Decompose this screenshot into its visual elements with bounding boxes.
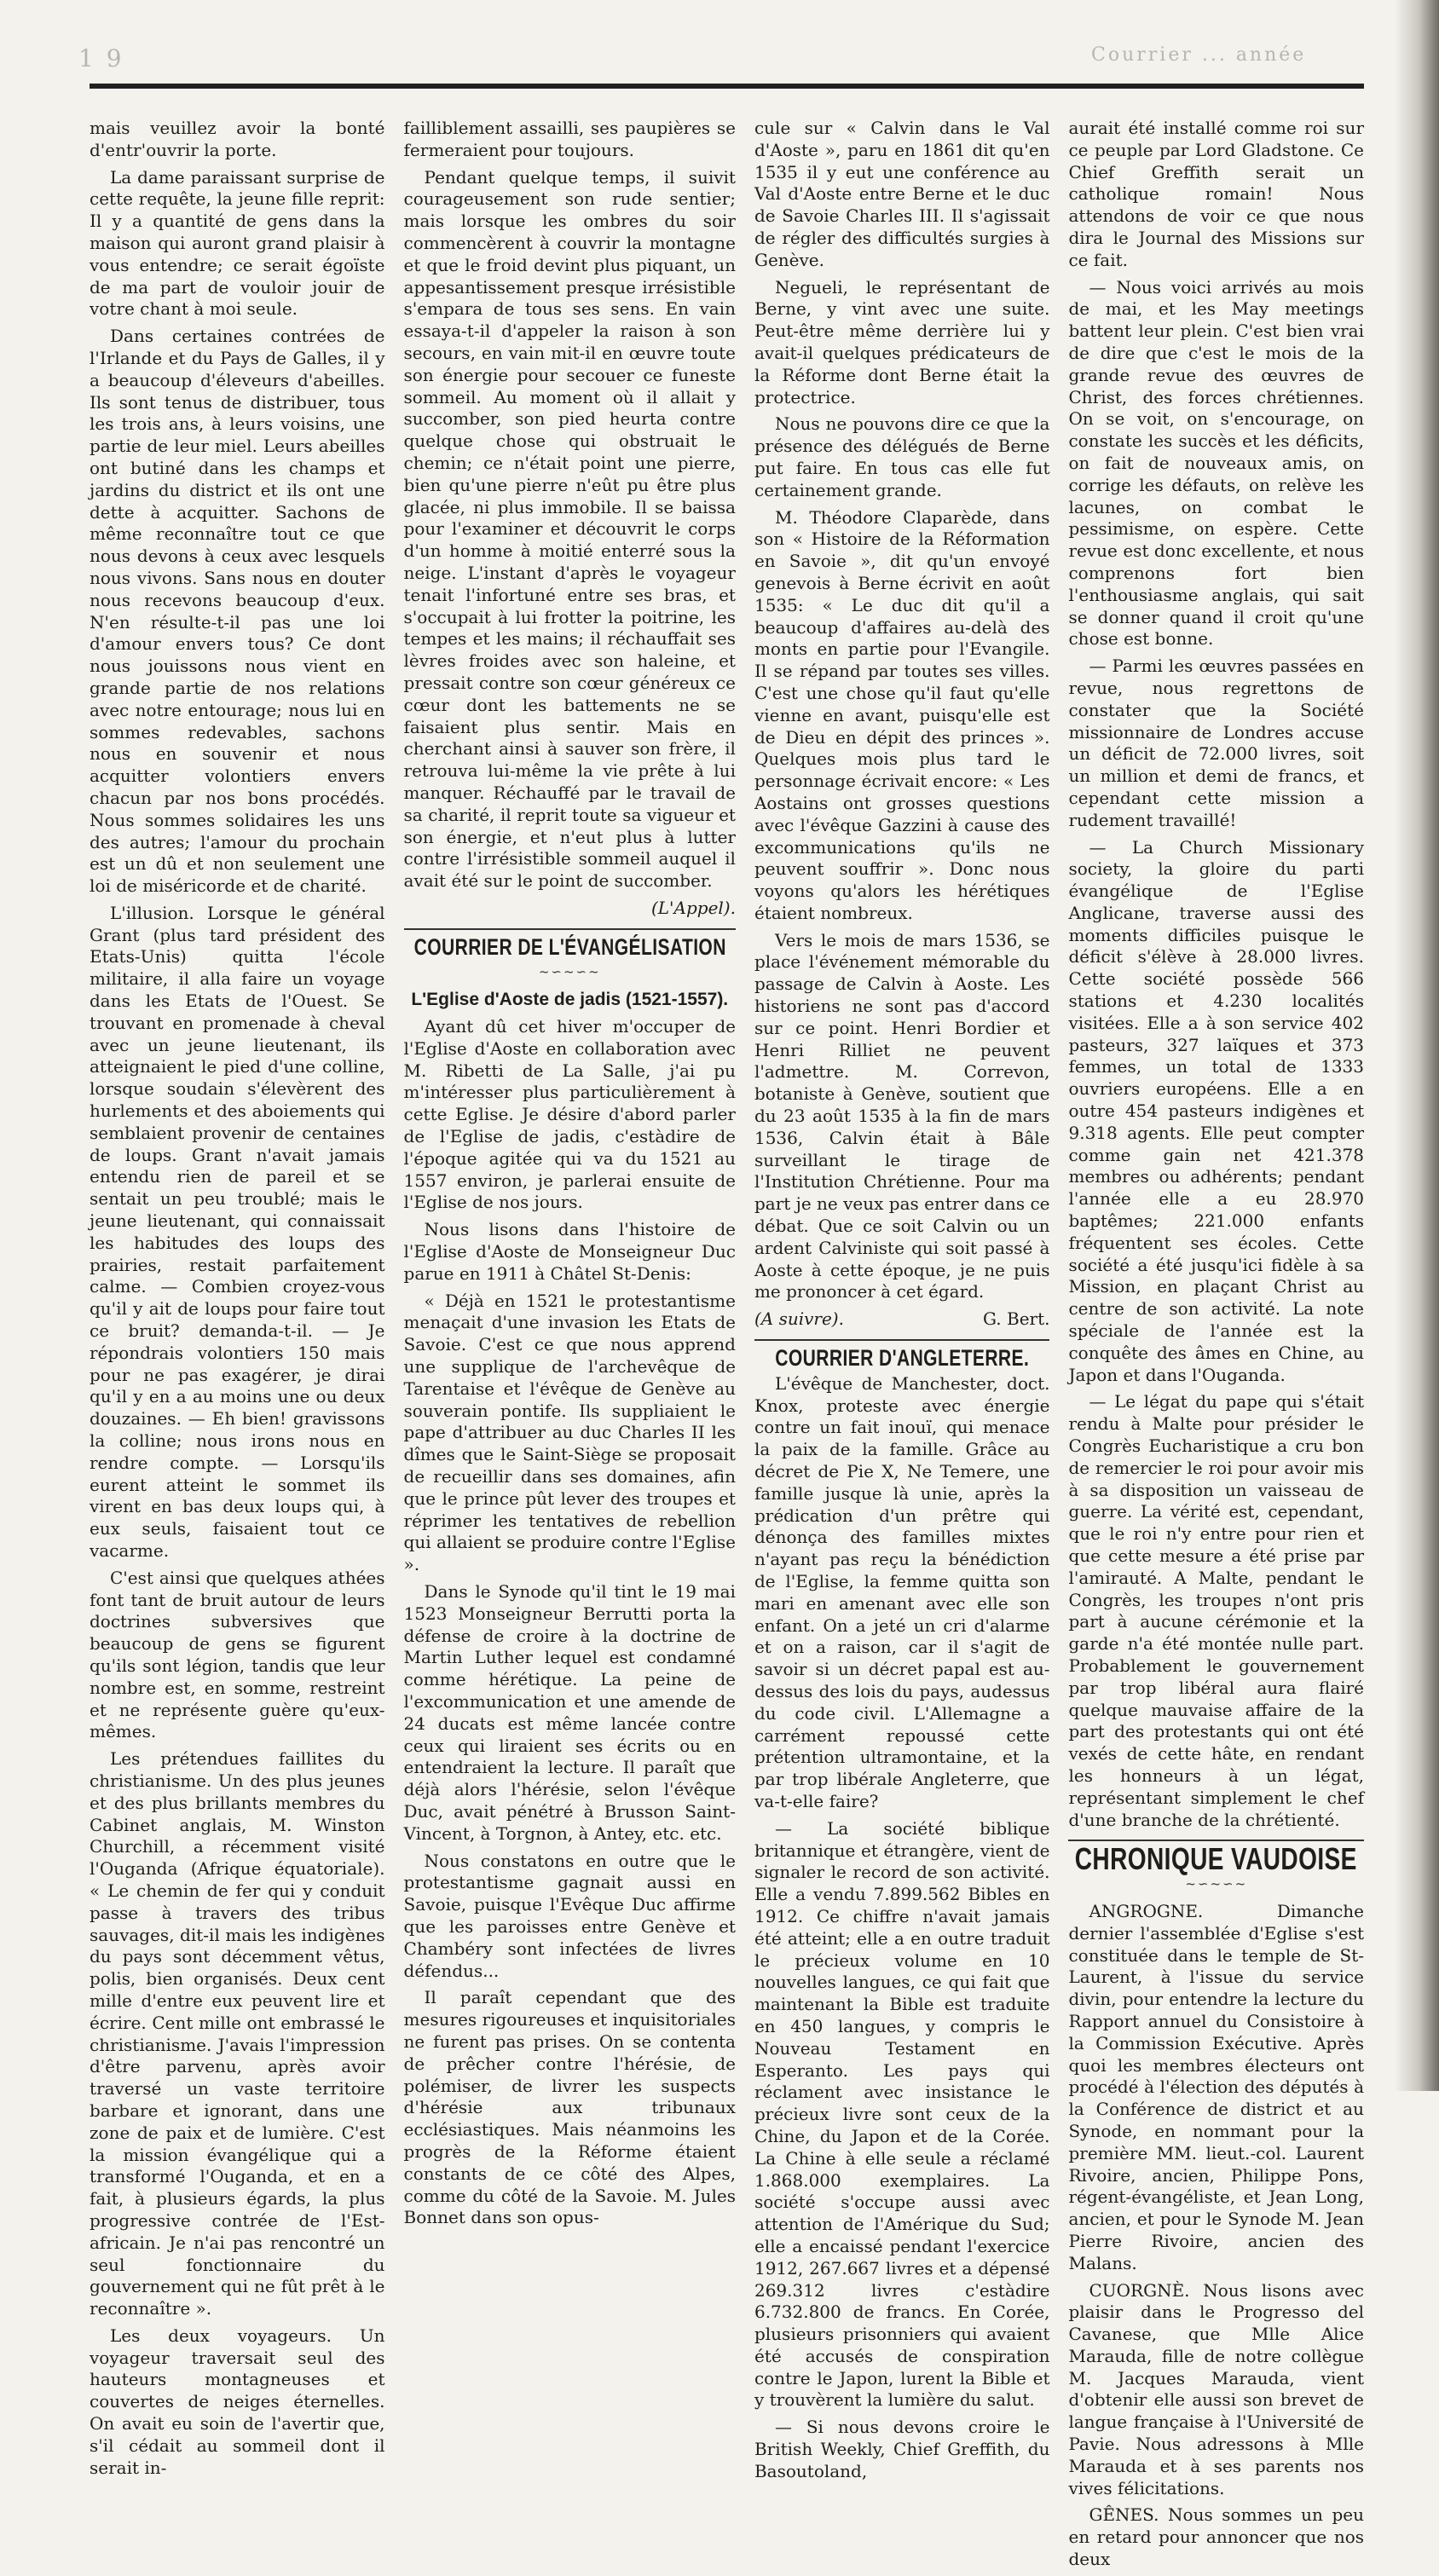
column-3	[754, 118, 1050, 2576]
paragraph: L'illusion. Lorsque le général Grant (plus tard président des Etats-Unis) quitta l'école militaire, il alla faire un voyage dans les Etats de l'Ouest. Se trouvant en promenade à cheval avec un jeune lieutenant, ils atteignaient le pied d'une colline, lorsque soudain s'élevèrent des hurlements et des aboiements qui semblaient provenir de centaines de loups. Grant n'avait jamais entendu rien de pareil et se sentait un peu troublé; mais le jeune lieutenant, qui connaissait les habitudes des loups des prairies, restait parfaitement calme. — Combien croyez-vous qu'il y ait de loups pour faire tout ce bruit? demanda-t-il. — Je répondrais volontiers 150 mais pour ne pas exagérer, je dirai qu'il y en a au moins une ou deux douzaines. — Eh bien! gravissons la colline; nous irons nous en rendre compte. — Lorsqu'ils eurent atteint le sommet ils virent en bas deux loups qui, à eux seuls, faisaient tout ce vacarme.	[90, 902, 385, 1561]
header-rule	[90, 84, 1364, 89]
paragraph: Dans le Synode qu'il tint le 19 mai 1523 Monseigneur Berrutti porta la défense de croire à la doctrine de Martin Luther lequel est condamné comme hérétique. La peine de l'excommunication et une amende de 24 ducats est même lancée contre ceux qui liraient ses écrits ou en entendraient la lecture. Il paraît que déjà alors l'hérésie, selon l'évêque Duc, avait pénétré à Brusson Saint-Vincent, à Torgnon, à Antey, etc. etc.	[403, 1581, 736, 1844]
section-divider	[404, 928, 736, 930]
ornament-divider: ~∽~∽~	[538, 964, 601, 980]
paragraph: cule sur « Calvin dans le Val d'Aoste », paru en 1861 dit qu'en 1535 il y eut une conférence au Val d'Aoste entre Berne et le duc de Savoie Charles III. Il s'agissait de régler des difficultés surgies à Genève.	[754, 118, 1050, 270]
paragraph: Vers le mois de mars 1536, se place l'événement mémorable du passage de Calvin à Aoste. Les historiens ne sont pas d'accord sur ce point. Henri Bordier et Henri Rilliet ne peuvent l'admettre. M. Correvon, botaniste à Genève, soutient que du 23 août 1535 à la fin de mars 1536, Calvin était à Bâle surveillant le tirage de l'Institution Chrétienne. Pour ma part je ne veux pas entrer dans ce débat. Que ce soit Calvin ou un ardent Calviniste qui soit passé à Aoste à cette époque, je ne puis me prononcer à cet égard.	[754, 929, 1050, 1302]
paragraph: Les prétendues faillites du christianisme. Un des plus jeunes et des plus brillants membres du Cabinet anglais, M. Winston Churchill, a récemment visité l'Ouganda (Afrique équatoriale). « Le chemin de fer qui y conduit passe à travers des tribus sauvages, dit-il mais les indigènes du pays sont décemment vêtus, polis, bien organisés. Deux cent mille d'entre eux peuvent lire et écrire. Cent mille ont embrassé le christianisme. J'avais l'impression d'être parvenu, après avoir traversé un vaste territoire barbare et ignorant, dans une zone de paix et de lumière. C'est la mission évangélique qui a transformé l'Ouganda, et en a fait, à plusieurs égards, la plus progressive contrée de l'Est-africain. Je n'ai pas rencontré un seul fonctionnaire du gouvernement qui ne fût prêt à le reconnaître ».	[90, 1748, 385, 2319]
paragraph: Nous constatons en outre que le protestantisme gagnait aussi en Savoie, puisque l'Evêque Duc affirme que les paroisses entre Genève et Chambéry sont infectées de livres défendus...	[403, 1850, 736, 1981]
paragraph: failliblement assailli, ses paupières se fermeraient pour toujours.	[403, 118, 736, 160]
paragraph: Pendant quelque temps, il suivit courageusement son rude sentier; mais lorsque les ombres du soir commencèrent à couvrir la montagne et que le froid devint plus piquant, un appesantissement presque irrésistible s'empara de tous ses sens. En vain essaya-t-il d'appeler la raison à son secours, en vain mit-il en œuvre toute son énergie pour secouer ce funeste sommeil. Au moment où il allait y succomber, son pied heurta contre quelque chose qui obstruait le chemin; ce n'était point une pierre, bien qu'une pierre n'eût pu être plus glacée, ni plus immobile. Il se baissa pour l'examiner et découvrit le corps d'un homme à moitié enterré sous la neige. L'instant d'après le voyageur tenait l'infortuné entre ses bras, et s'occupait à lui frotter la poitrine, les tempes et les mains; il réchauffait ses lèvres froides avec son haleine, et pressait contre son cœur généreux ce cœur dont les battements ne se faisaient plus sentir. Mais en cherchant ainsi à sauver son frère, il retrouva lui-même la vie prête à lui manquer. Réchauffé par le travail de sa charité, il reprit toute sa vigueur et son énergie, et n'eut plus à lutter contre l'irrésistible sommeil auquel il avait été sur le point de succomber.	[403, 166, 736, 892]
paragraph: Ayant dû cet hiver m'occuper de l'Eglise d'Aoste en collaboration avec M. Ribetti de La Salle, j'ai pu m'intéresser plus particulièrement à cette Eglise. Je désire d'abord parler de l'Eglise de jadis, c'estàdire de l'époque agitée qui va du 1521 au 1557 environ, je parlerai ensuite de l'Eglise de nos jours.	[403, 1016, 736, 1213]
paragraph: Nous lisons dans l'histoire de l'Eglise d'Aoste de Monseigneur Duc parue en 1911 à Châtel St-Denis:	[403, 1219, 736, 1284]
paragraph: GÊNES. Nous sommes un peu en retard pour annoncer que nos deux	[1068, 2504, 1364, 2570]
paragraph: ANGROGNE. Dimanche dernier l'assemblée d'Eglise s'est constituée dans le temple de St-Laurent, à l'issue du service divin, pour entendre la lecture du Rapport annuel du Consistoire à la Commission Exécutive. Après quoi les membres électeurs ont procédé à l'élection des députés à la Conférence de district et au Synode, en nommant pour la première MM. lieut.-col. Laurent Rivoire, ancien, Philippe Pons, régent-évangéliste, et Jean Long, ancien, et pour le Synode M. Jean Pierre Rivoire, ancien des Malans.	[1068, 1900, 1364, 2273]
paragraph: Dans certaines contrées de l'Irlande et du Pays de Galles, il y a beaucoup d'éleveurs d'abeilles. Ils sont tenus de distribuer, tous les trois ans, à leurs voisins, une partie de leur miel. Leurs abeilles ont butiné dans les champs et jardins du district et ils ont une dette à acquitter. Sachons de même reconnaître tout ce que nous devons à ceux avec lesquels nous vivons. Sans nous en douter nous recevons beaucoup d'eux. N'en résulte-t-il pas une loi d'amour envers tous? Ce dont nous jouissons nous vient en grande partie de nos relations avec notre entourage; nous lui en sommes redevables, sachons nous en souvenir et nous acquitter volontiers envers chacun par nos bons procédés. Nous sommes solidaires les uns des autres; l'amour du prochain est un dû et non seulement une loi de miséricorde et de charité.	[90, 326, 385, 897]
author-signature: G. Bert.	[983, 1308, 1050, 1330]
column-2	[404, 118, 736, 2576]
paragraph: Negueli, le représentant de Berne, y vint avec une suite. Peut-être même derrière lui y avait-il quelques prédicateurs de la Réforme dont Berne était la protectrice.	[754, 276, 1050, 407]
paragraph: L'évêque de Manchester, doct. Knox, proteste avec énergie contre un fait inouï, qui menace la paix de la famille. Grâce au décret de Pie X, Ne Temere, une famille jusque là unie, après la prédication d'un prêtre qui dénonça des familles mixtes n'ayant pas reçu la bénédiction de l'Eglise, la femme quitta son mari en amenant avec elle son enfant. On a jeté un cri d'alarme et on a raison, car il s'agit de savoir si un décret papal est au-dessus des lois du pays, audessus du code civil. L'Allemagne a carrément repoussé cette prétention ultramontaine, et la par trop libérale Angleterre, que va-t-elle faire?	[754, 1372, 1050, 1811]
paragraph: — Parmi les œuvres passées en revue, nous regrettons de constater que la Société missionnaire de Londres accuse un déficit de 72.000 livres, soit un million et demi de francs, et cependant cette mission a rudement travaillé!	[1068, 656, 1364, 830]
paragraph: — La société biblique britannique et étrangère, vient de signaler le record de son activité. Elle a vendu 7.899.562 Bibles en 1912. Ce chiffre n'avait jamais été atteint; elle a en outre traduit le précieux volume en 10 nouvelles langues, ce qui fait que maintenant la Bible est traduite en 450 langues, y compris le Nouveau Testament en Esperanto. Les pays qui réclament avec insistance le précieux livre sont ceux de la Chine, du Japon et de la Corée. La Chine à elle seule a réclamé 1.868.000 exemplaires. La société s'occupe aussi avec attention de l'Amérique du Sud; elle a encaissé pendant l'exercice 1912, 267.667 livres et a dépensé 269.312 livres c'estàdire 6.732.800 de francs. En Corée, plusieurs prisonniers qui avaient été accusés de conspiration contre le Japon, lurent la Bible et y trouvèrent la lumière du salut.	[754, 1817, 1050, 2411]
paragraph: Nous ne pouvons dire ce que la présence des délégués de Berne put faire. En tous cas elle fut certainement grande.	[754, 413, 1050, 500]
header-fragment-left: 1 9	[78, 44, 124, 72]
column-1	[90, 118, 385, 2576]
paragraph: CUORGNÈ. Nous lisons avec plaisir dans le Progresso del Cavanese, que Mlle Alice Marauda, fille de notre collègue M. Jacques Marauda, vient d'obtenir elle aussi son brevet de langue française à l'Université de Pavie. Nous adressons à Mlle Marauda et à ses parents nos vives félicitations.	[1068, 2279, 1364, 2498]
section-title-evangelisation: COURRIER DE L'ÉVANGÉLISATION	[413, 933, 726, 960]
article-subheading: L'Eglise d'Aoste de jadis (1521-1557).	[411, 990, 729, 1010]
paragraph: Il paraît cependant que des mesures rigoureuses et inquisitoriales ne furent pas prises. On se contenta de prêcher contre l'hérésie, de polémiser, de livrer les suspects d'hérésie aux tribunaux ecclésiastiques. Mais néanmoins les progrès de la Réforme étaient constants de ce côté des Alpes, comme du côté de la Savoie. M. Jules Bonnet dans son opus-	[403, 1987, 736, 2228]
paragraph: — Nous voici arrivés au mois de mai, et les May meetings battent leur plein. C'est bien vrai de dire que c'est le mois de la grande revue des œuvres de Christ, des forces chrétiennes. On se voit, on s'encourage, on constate les succès et les déficits, on fait de nouveaux amis, on corrige les défauts, on relève les lacunes, on combat le pessimisme, on espère. Cette revue est donc excellente, et nous comprenons fort bien l'enthousiasme anglais, qui sait se donner quand il croit qu'une chose est bonne.	[1068, 276, 1364, 650]
paragraph: aurait été installé comme roi sur ce peuple par Lord Gladstone. Ce Chief Greffith serait un catholique romain! Nous attendons de voir ce que nous dira le Journal des Missions sur ce fait.	[1068, 118, 1364, 270]
ornament-divider: ~∽~∽~	[1185, 1876, 1248, 1892]
paragraph: mais veuillez avoir la bonté d'entr'ouvrir la porte.	[90, 118, 385, 160]
section-title-angleterre: COURRIER D'ANGLETERRE.	[775, 1345, 1030, 1372]
signature-line	[754, 1308, 1050, 1331]
paragraph: « Déjà en 1521 le protestantisme menaçait d'une invasion les Etats de Savoie. C'est ce que nous apprend une supplique de l'archevêque de Tarentaise et l'évêque de Genève au souverain pontife. Ils suppliaient le pape d'attribuer au duc Charles II les dîmes que le Saint-Siège se proposait de recueillir dans ses domaines, afin que le prince pût lever des troupes et réprimer les tentatives de rebellion qui allaient se produire contre l'Eglise ».	[403, 1290, 736, 1575]
source-citation: (L'Appel).	[650, 897, 736, 918]
paragraph: — Si nous devons croire le British Weekly, Chief Greffith, du Basoutoland,	[754, 2417, 1050, 2481]
article-columns	[90, 118, 1364, 2570]
page-binding-shadow	[1395, 0, 1439, 2091]
paragraph: — Le légat du pape qui s'était rendu à Malte pour présider le Congrès Eucharistique a cru bon de remercier le roi pour avoir mis à sa disposition un vaisseau de guerre. La vérité est, cependant, que le roi n'y entre pour rien et que cette mesure a été prise par l'amirauté. A Malte, pendant le Congrès, les troupes n'ont pris part à aucune cérémonie et la garde n'a été montée nulle part. Probablement le gouvernement par trop libéral aura flairé quelque mauvaise affaire de la part des protestants qui ont été vexés de cette hâte, en rendant les honneurs à un légat, représentant simplement le chef d'une branche de la chrétienté.	[1068, 1391, 1364, 1830]
paragraph: La dame paraissant surprise de cette requête, la jeune fille reprit: Il y a quantité de gens dans la maison qui auront grand plaisir à vous entendre; ce serait égoïste de ma part de vouloir jouir de votre chant à moi seule.	[90, 166, 385, 320]
paragraph: C'est ainsi que quelques athées font tant de bruit autour de leurs doctrines subversives que beaucoup de gens se figurent qu'ils sont légion, tandis que leur nombre est, en somme, restreint et ne représente guère qu'eux-mêmes.	[90, 1567, 385, 1742]
section-divider	[754, 1339, 1050, 1341]
column-4	[1068, 118, 1364, 2576]
paragraph: — La Church Missionary society, la gloire du parti évangélique de l'Eglise Anglicane, traverse aussi des moments difficiles puisque le déficit s'élève à 28.000 livres. Cette société possède 566 stations et 4.230 localités visitées. Elle a à son service 402 pasteurs, 327 laïques et 373 femmes, un total de 1333 ouvriers européens. Elle a en outre 454 pasteurs indigènes et 9.318 agents. Elle peut compter comme gain net 421.378 membres ou adhérents; pendant l'année elle a eu 28.970 baptêmes; 221.000 enfants fréquentent ses écoles. Cette société a été jusqu'ici fidèle à sa Mission, en plaçant Christ au centre de son activité. La note spéciale de l'année est la conquête des âmes en Chine, au Japon et dans l'Ouganda.	[1068, 836, 1364, 1385]
section-title-chronique: CHRONIQUE VAUDOISE	[1075, 1841, 1358, 1877]
paragraph: Les deux voyageurs. Un voyageur traversait seul des hauteurs montagneuses et couvertes de neiges éternelles. On avait eu soin de l'avertir que, s'il cédait au sommeil dont il serait in-	[90, 2325, 385, 2478]
source-line	[404, 898, 736, 920]
paragraph: M. Théodore Claparède, dans son « Histoire de la Réformation en Savoie », dit qu'un envoyé genevois à Berne écrivit en août 1535: « Le duc dit qu'il a beaucoup d'affaires au-delà des monts en partie pour l'Evangile. Il se répand par toutes ses villes. C'est une chose qu'il faut qu'elle vienne en avant, puisqu'elle est de Dieu en dépit des princes ». Quelques mois plus tard le personnage écrivait encore: « Les Aostains ont grosses questions avec l'évêque Gazzini à cause des excommunications qu'ils ne peuvent souffrir ». Donc nous voyons qu'alors les hérétiques étaient nombreux.	[754, 506, 1050, 923]
header-fragment-right: Courrier ... année	[1091, 44, 1307, 66]
to-be-continued: (A suivre).	[754, 1308, 844, 1330]
